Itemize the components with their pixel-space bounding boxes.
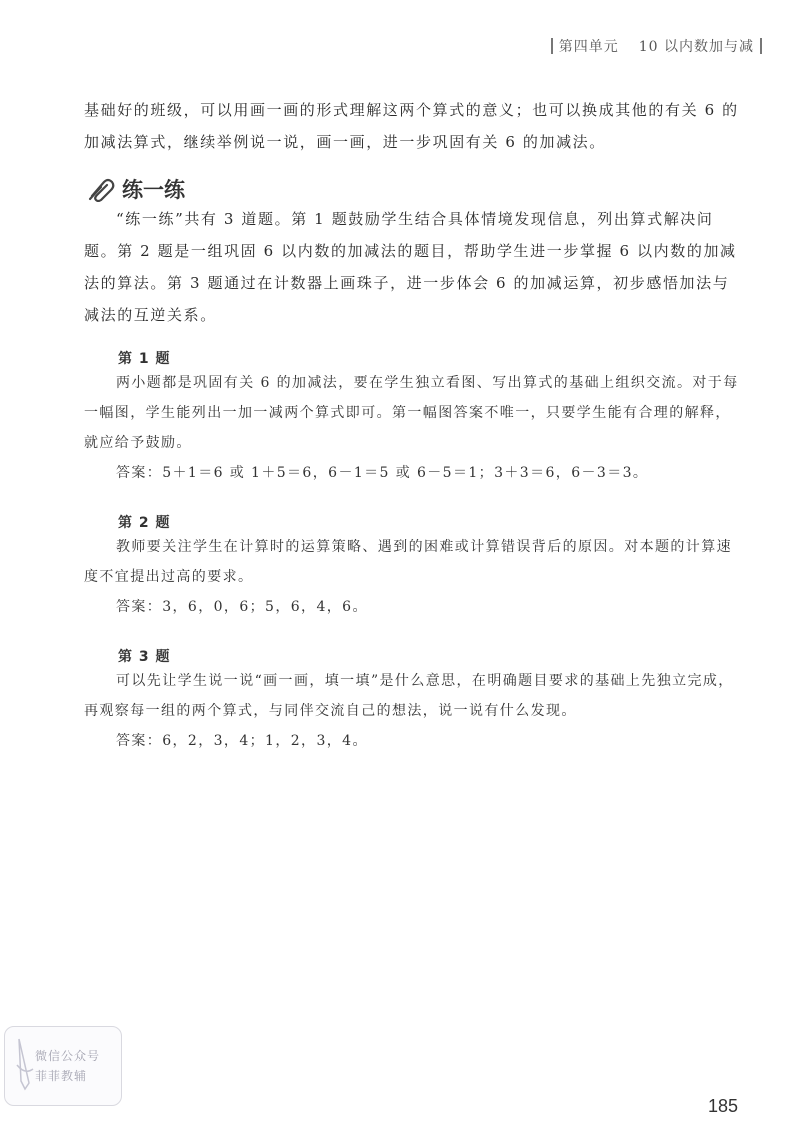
section-heading <box>88 174 185 204</box>
practice-intro-paragraph: “练一练”共有 3 道题。第 1 题鼓励学生结合具体情境发现信息，列出算式解决问题。第 2 题是一组巩固 6 以内数的加减法的题目，帮助学生进一步掌握 6 以内数的加减法的算法。第 3 题通过在计数器上画珠子，进一步体会 6 的加减运算，初步感悟加法与减法的互逆关系。 <box>84 210 737 324</box>
question-1-text: 两小题都是巩固有关 6 的加减法，要在学生独立看图、写出算式的基础上组织交流。对于每一幅图，学生能列出一加一减两个算式即可。第一幅图答案不唯一，只要学生能有合理的解释，就应给予鼓励。 <box>84 375 739 451</box>
question-2-answer: 答案：3，6，0，6；5，6，4，6。 <box>116 599 368 615</box>
question-2-text: 教师要关注学生在计算时的运算策略、遇到的困难或计算错误背后的原因。对本题的计算速度不宜提出过高的要求。 <box>84 539 732 585</box>
intro-paragraph: 基础好的班级，可以用画一画的形式理解这两个算式的意义；也可以换成其他的有关 6 的加减法算式，继续举例说一说，画一画，进一步巩固有关 6 的加减法。 <box>84 101 739 151</box>
question-3-heading: 第 3 题 <box>118 649 171 665</box>
header-divider-right <box>760 38 762 54</box>
paperclip-icon <box>88 176 118 202</box>
pencil-icon <box>15 1035 35 1095</box>
running-header <box>551 36 762 56</box>
question-2-heading: 第 2 题 <box>118 515 171 531</box>
watermark <box>4 1026 122 1106</box>
question-3-answer: 答案：6，2，3，4；1，2，3，4。 <box>116 733 368 749</box>
section-title: 练一练 <box>122 178 185 202</box>
question-3-body <box>84 666 744 756</box>
question-1-body <box>84 368 744 488</box>
watermark-line-2: 菲菲教辅 <box>35 1069 88 1083</box>
question-3-text: 可以先让学生说一说“画一画，填一填”是什么意思，在明确题目要求的基础上先独立完成，再观察每一组的两个算式，与同伴交流自己的想法，说一说有什么发现。 <box>84 673 734 719</box>
question-1-answer: 答案：5＋1＝6 或 1＋5＝6，6－1＝5 或 6－5＝1；3＋3＝6，6－3＝3。 <box>116 465 649 481</box>
header-chapter-title: 10 以内数加与减 <box>638 39 754 55</box>
header-divider-left <box>551 38 553 54</box>
page-number: 185 <box>707 1096 738 1116</box>
question-1-heading: 第 1 题 <box>118 351 171 367</box>
watermark-line-1: 微信公众号 <box>35 1049 101 1063</box>
question-2-body <box>84 532 744 622</box>
header-unit: 第四单元 <box>558 39 619 55</box>
